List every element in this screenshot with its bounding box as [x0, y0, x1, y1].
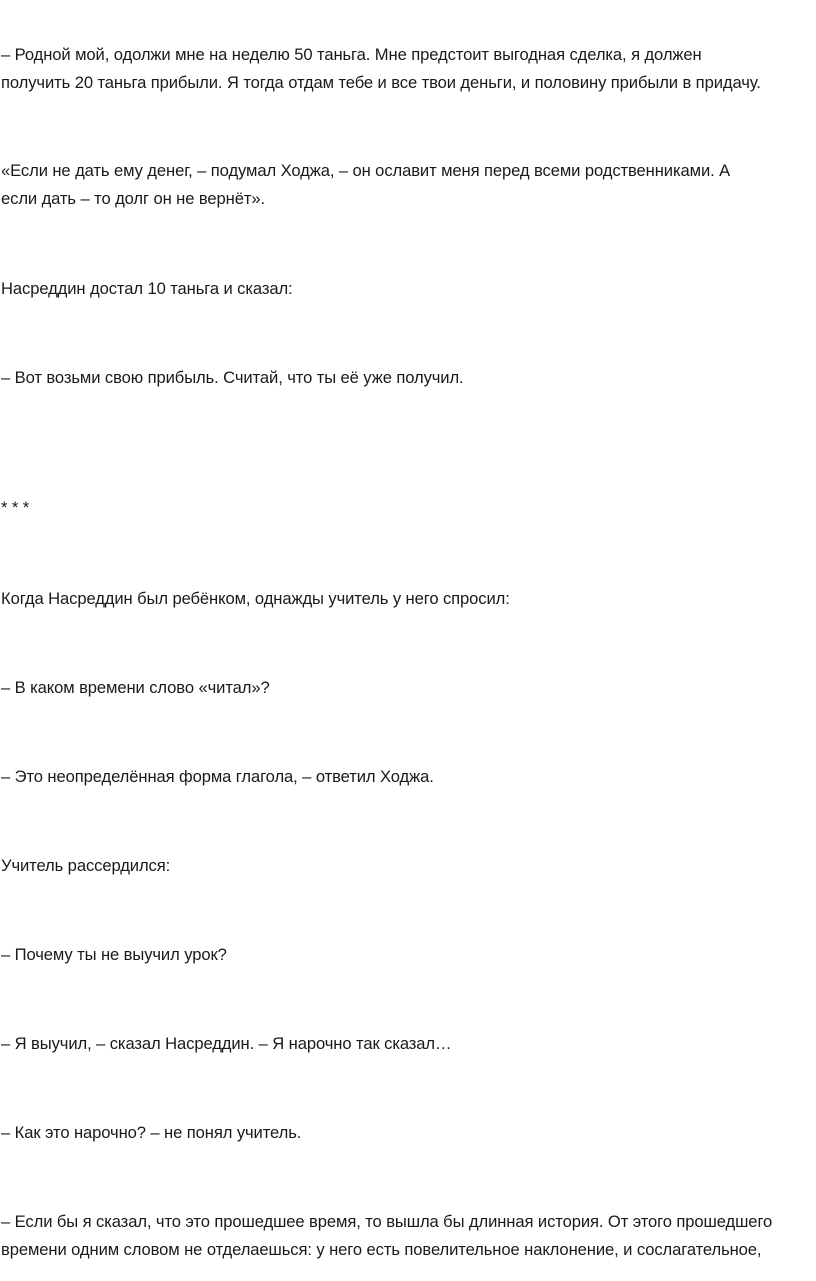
paragraph-line: – Если бы я сказал, что это прошедшее время, то вышла бы длинная история. От этого прошедшего: [1, 1212, 773, 1231]
paragraph-long-story: [1, 1208, 815, 1264]
section-separator: * * *: [1, 498, 30, 517]
paragraph-hodja-thought: [1, 157, 815, 213]
paragraph-line: – Родной мой, одолжи мне на неделю 50 таньга. Мне предстоит выгодная сделка, я должен: [1, 45, 702, 64]
paragraph-line: если дать – то долг он не вернёт».: [1, 189, 265, 208]
paragraph-hodja-answer: – Это неопределённая форма глагола, – ответил Ходжа.: [1, 767, 434, 786]
paragraph-why-not-learned: – Почему ты не выучил урок?: [1, 945, 227, 964]
paragraph-on-purpose: – Я выучил, – сказал Насреддин. – Я нарочно так сказал…: [1, 1034, 452, 1053]
paragraph-line: получить 20 таньга прибыли. Я тогда отдам тебе и все твои деньги, и половину прибыли в придачу.: [1, 73, 761, 92]
paragraph-teacher-angry: Учитель рассердился:: [1, 856, 171, 875]
paragraph-line: времени одним словом не отделаешься: у него есть повелительное наклонение, и сослагательное,: [1, 1240, 762, 1259]
paragraph-childhood: Когда Насреддин был ребёнком, однажды учитель у него спросил:: [1, 589, 510, 608]
paragraph-take-profit: – Вот возьми свою прибыль. Считай, что ты её уже получил.: [1, 368, 464, 387]
paragraph-nasreddin-took: Насреддин достал 10 таньга и сказал:: [1, 279, 293, 298]
paragraph-teacher-question: – В каком времени слово «читал»?: [1, 678, 270, 697]
paragraph-borrow-request: [1, 41, 815, 97]
paragraph-line: «Если не дать ему денег, – подумал Ходжа, – он ославит меня перед всеми родственниками. А: [1, 161, 731, 180]
paragraph-teacher-confused: – Как это нарочно? – не понял учитель.: [1, 1123, 302, 1142]
